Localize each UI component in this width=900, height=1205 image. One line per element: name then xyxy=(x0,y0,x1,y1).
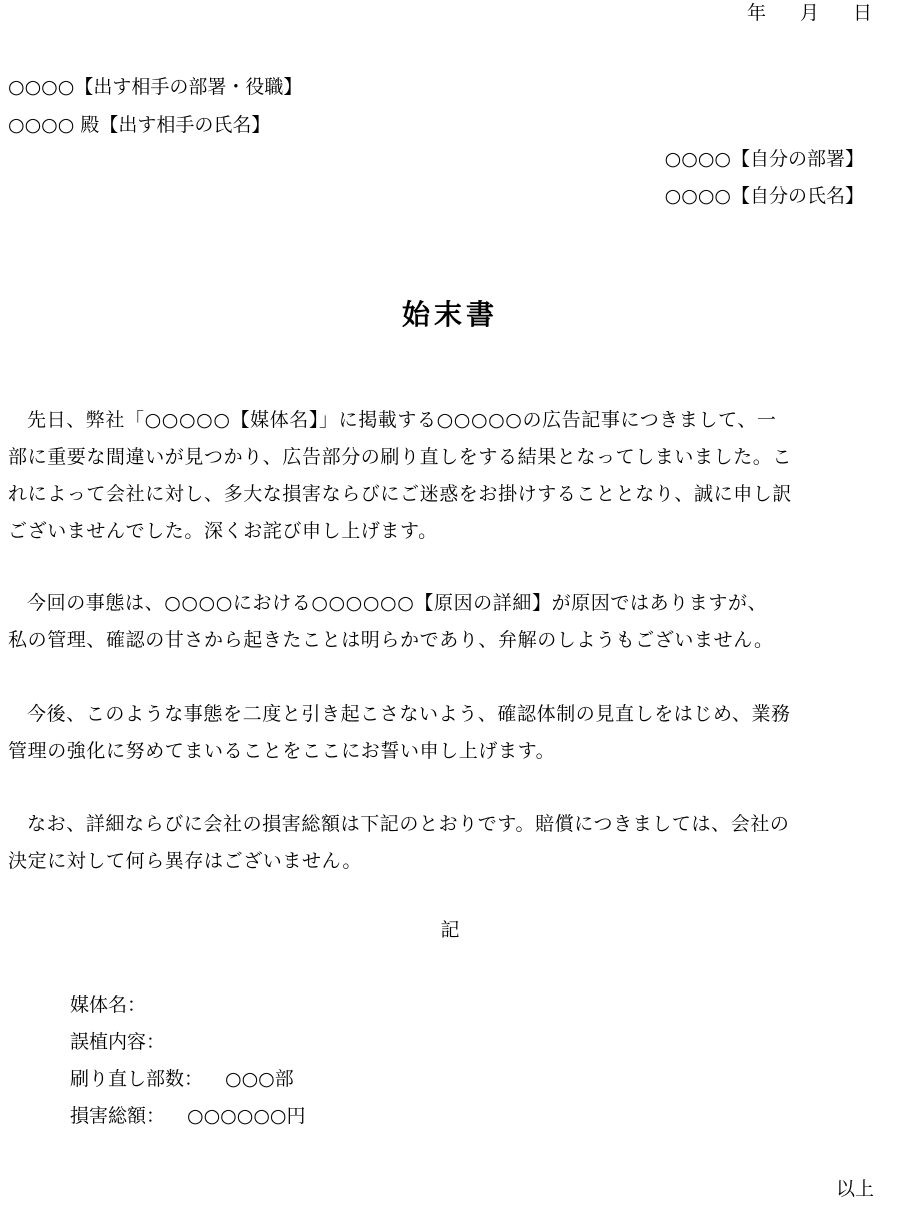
details-list xyxy=(70,987,306,1135)
ki-heading: 記 xyxy=(440,919,460,941)
paragraph-line: 私の管理、確認の甘さから起きたことは明らかであり、弁解のしようもございません。 xyxy=(8,629,774,651)
paragraph-line: 決定に対して何ら異存はございません。 xyxy=(8,850,362,872)
paragraph-cause xyxy=(8,585,888,659)
paragraph-line: れによって会社に対し、多大な損害ならびにご迷惑をお掛けすることとなり、誠に申し訳 xyxy=(8,483,793,505)
paragraph-line: ございませんでした。深くお詫び申し上げます。 xyxy=(8,520,438,542)
detail-misprint xyxy=(70,1024,306,1061)
paragraph-compensation xyxy=(8,806,888,880)
detail-label: 刷り直し部数： xyxy=(70,1068,204,1090)
sender-department: ○○○○【自分の部署】 xyxy=(664,148,864,170)
detail-value: ○○○○○○円 xyxy=(187,1105,306,1127)
paragraph-line: 今後、このような事態を二度と引き起こさないよう、確認体制の見直しをはじめ、業務 xyxy=(27,703,791,725)
sender-name: ○○○○【自分の氏名】 xyxy=(664,185,864,207)
recipient-name: ○○○○ 殿【出す相手の氏名】 xyxy=(8,114,271,136)
recipient-department: ○○○○【出す相手の部署・役職】 xyxy=(8,76,303,98)
detail-label: 媒体名： xyxy=(70,994,147,1016)
closing-word: 以上 xyxy=(835,1178,874,1200)
date-day: 日 xyxy=(852,2,872,24)
date-month: 月 xyxy=(799,2,819,24)
detail-reprint-copies xyxy=(70,1061,306,1098)
paragraph-line: なお、詳細ならびに会社の損害総額は下記のとおりです。賠償につきましては、会社の xyxy=(27,813,790,835)
document-title: 始末書 xyxy=(401,298,498,331)
detail-label: 誤植内容： xyxy=(70,1031,166,1053)
paragraph-line: 管理の強化に努めてまいることをここにお誓い申し上げます。 xyxy=(8,740,556,762)
paragraph-line: 部に重要な間違いが見つかり、広告部分の刷り直しをする結果となってしまいました。こ xyxy=(8,446,793,468)
detail-value: ○○○部 xyxy=(225,1068,294,1090)
date-line xyxy=(747,2,872,25)
paragraph-apology xyxy=(8,402,888,550)
paragraph-line: 今回の事態は、○○○○における○○○○○○【原因の詳細】が原因ではありますが、 xyxy=(27,592,768,614)
paragraph-line: 先日、弊社「○○○○○【媒体名】」に掲載する○○○○○の広告記事につきまして、一 xyxy=(27,409,777,431)
date-year: 年 xyxy=(746,2,766,24)
paragraph-prevention xyxy=(8,696,888,770)
detail-damage-total xyxy=(70,1098,306,1135)
detail-label: 損害総額： xyxy=(70,1105,166,1127)
detail-media xyxy=(70,987,306,1024)
